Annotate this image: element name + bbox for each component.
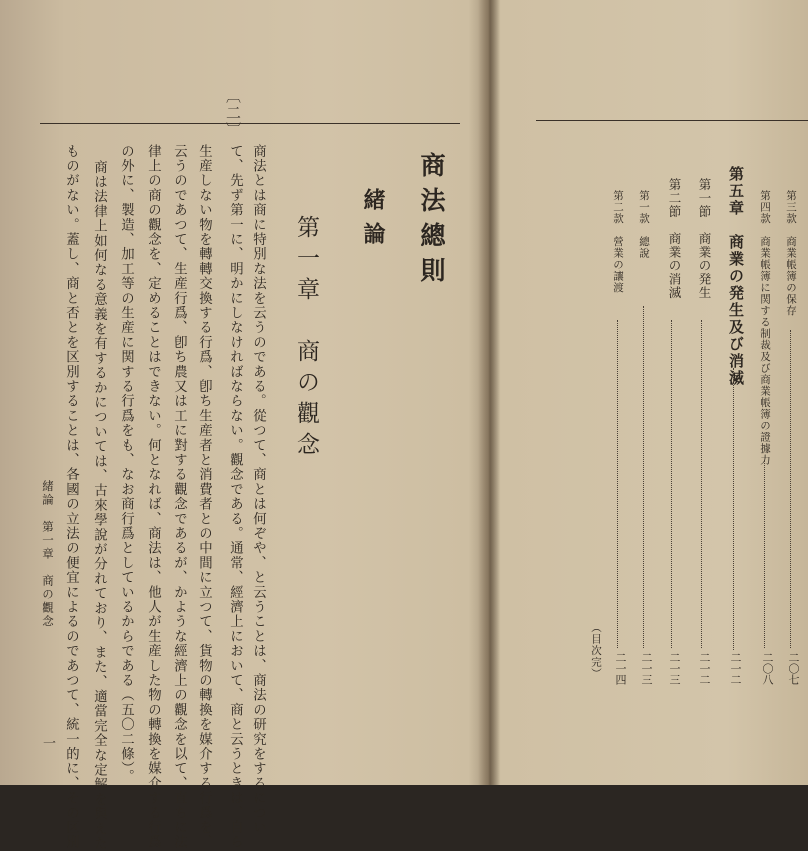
toc-item-1-label: 第三款 商業帳簿の保存 xyxy=(785,190,797,317)
toc-item-1-leader xyxy=(790,330,791,648)
right-page xyxy=(492,0,808,785)
toc-item-4-label: 第一節 商業の発生 xyxy=(697,178,712,300)
body-column-3: 生産しない物を轉轉交換する行爲、卽ち生産者と消費者との中間に立つて、貨物の轉換を媒介する行爲を、 xyxy=(196,144,212,850)
toc-end-mark: （目次完） xyxy=(590,622,602,680)
toc-item-4-leader xyxy=(701,320,702,648)
toc-item-2-page: 二〇八 xyxy=(761,652,774,685)
toc-item-2-label: 第四款 商業帳簿に関する制裁及び商業帳簿の證據力 xyxy=(759,190,771,466)
toc-item-7-page: 二一四 xyxy=(614,652,627,685)
running-footer: 緒論 第一章 商の觀念 xyxy=(41,480,55,629)
section-header: 〔二〕 xyxy=(224,88,242,139)
book-title: 商法總則 xyxy=(417,152,446,292)
toc-item-7-leader xyxy=(617,320,618,648)
toc-item-6-leader xyxy=(643,306,644,648)
body-column-1: 商法とは商に特別な法を云うのである。從つて、商とは何ぞや、と云うことは、商法の研究をするについ xyxy=(250,144,266,835)
toc-item-3-label: 第五章 商業の発生及び消滅 xyxy=(727,166,745,387)
toc-item-5-label: 第二節 商業の消滅 xyxy=(667,178,682,300)
body-column-8: ものがない。蓋し、商と否とを区別することは、各國の立法の便宜によるのであつて、統一的に、その区別 xyxy=(63,144,79,850)
toc-item-6-page: 二一三 xyxy=(640,652,653,685)
toc-item-3-page: 二一二 xyxy=(729,652,742,685)
header-rule xyxy=(40,123,460,124)
page-number: 一 xyxy=(40,736,55,749)
body-column-4: 云うのであつて、生産行爲、卽ち農又は工に對する觀念であるが、かような經濟上の觀念を以て、直ちに法 xyxy=(171,144,187,850)
body-column-2: て、先ず第一に、明かにしなければならない。觀念である。通常、經濟上において、商と云うときは、自ら xyxy=(227,144,243,850)
toc-item-4-page: 二一二 xyxy=(698,652,711,685)
toc-item-1-page: 二〇七 xyxy=(787,652,800,685)
body-column-7: 商は法律上如何なる意義を有するかについては、古來學說が分れており、また、適當完全な定解を與えた xyxy=(91,160,107,851)
toc-item-2-leader xyxy=(764,460,765,648)
toc-item-7-label: 第二款 營業の讓渡 xyxy=(612,190,624,294)
toc-item-3-leader xyxy=(733,368,734,650)
toc-item-6-label: 第一款 總說 xyxy=(638,190,650,259)
part-title: 緒論 xyxy=(360,188,386,256)
body-column-5: 律上の商の觀念を、定めることはできない。何となれば、商法は、他人が生産した物の轉換を媒介する行爲 xyxy=(145,144,161,850)
header-rule-right xyxy=(536,120,808,121)
toc-item-5-leader xyxy=(671,320,672,648)
chapter-title: 第一章 商の觀念 xyxy=(293,215,319,463)
body-column-6: の外に、製造、加工等の生産に関する行爲をも、なお商行爲としているからである（五〇二條）。 xyxy=(118,144,134,785)
toc-item-5-page: 二一三 xyxy=(668,652,681,685)
